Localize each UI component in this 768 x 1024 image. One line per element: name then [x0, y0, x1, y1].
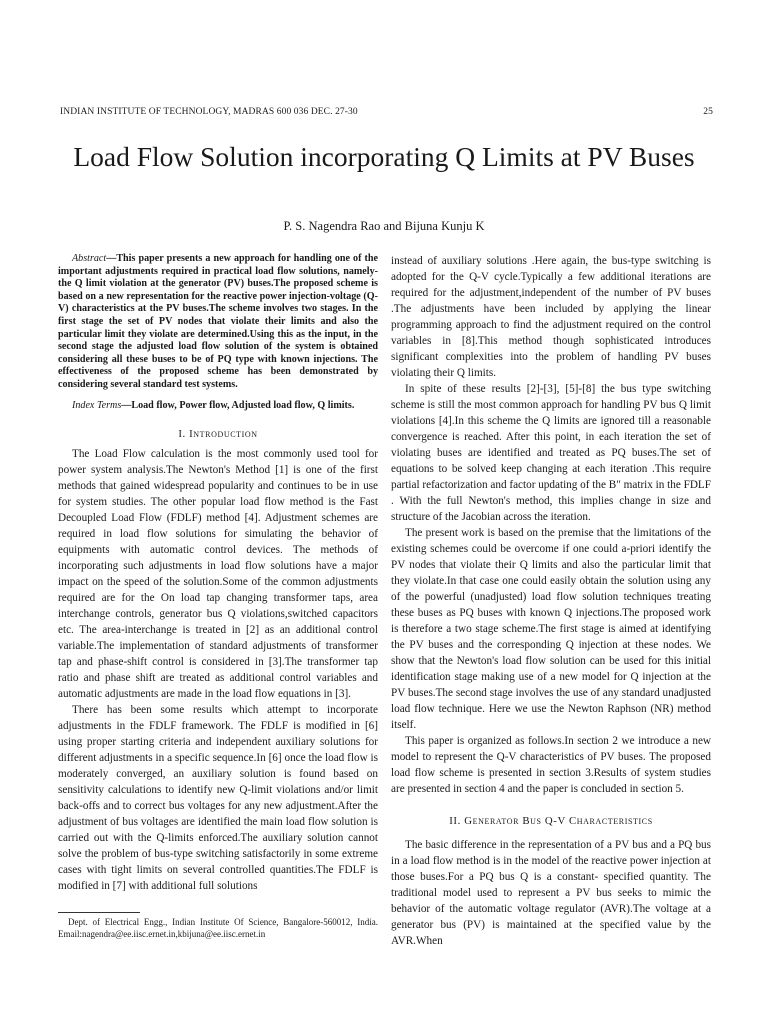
- index-terms: [58, 400, 378, 413]
- paragraph: There has been some results which attempt to incorporate adjustments in the FDLF framework. The FDLF is modified in [6] using proper starting criteria and independent auxiliary solutions for different adjustments in a specific sequence.In [6] once the load flow is moderately converged, an auxiliary solution is found based on sensitivity calculations to identify new Q-limit violations and/or limit back-offs and to correct bus voltages for any new adjustment.After the adjustment of bus voltages are identified the main load flow solution is carried out with the Q-limits enforced.The auxiliary solution cannot solve the problem of bus-type switching satisfactorily in some extreme cases with tight limits on several controlled quantities.The FDLF is modified in [7] with additional full solutions: [58, 704, 378, 893]
- index-terms-dash: —: [121, 399, 132, 411]
- index-terms-text: Load flow, Power flow, Adjusted load flow, Q limits.: [131, 399, 355, 411]
- abstract-label: Abstract: [72, 253, 107, 264]
- paper-title: Load Flow Solution incorporating Q Limits at PV Buses: [73, 141, 695, 172]
- section-heading-generator-bus: II. Generator Bus Q-V Characteristics: [449, 815, 653, 827]
- abstract-dash: —: [106, 253, 117, 264]
- abstract: [58, 253, 378, 392]
- page-number: 25: [703, 107, 713, 117]
- paper-authors: P. S. Nagendra Rao and Bijuna Kunju K: [283, 219, 485, 233]
- paragraph: The present work is based on the premise that the limitations of the existing schemes could be overcome if one could a-priori identify the PV nodes that violate their Q limits and also the particular limit that they violate.In that case one could easily obtain the solution using any of the powerful (unadjusted) load flow solution techniques treating these buses as PQ buses with known Q injections.The proposed work is therefore a two stage scheme.The first stage is aimed at identifying the PV buses and the corresponding Q injection at these nodes. We show that the Newton's load flow solution can be used for this initial identification stage making use of a new model for Q injection at the PV buses.The second stage involves the use of any standard unadjusted load flow technique. Here we use the Newton Raphson (NR) method itself.: [391, 527, 711, 731]
- paragraph: This paper is organized as follows.In section 2 we introduce a new model to represent the Q-V characteristics of PV buses. The proposed load flow scheme is presented in section 3.Results of system studies are presented in section 4 and the paper is concluded in section 5.: [391, 735, 711, 795]
- section-heading-introduction: I. Introduction: [178, 428, 258, 441]
- footnote-rule: [58, 912, 140, 913]
- right-column: [391, 253, 711, 949]
- running-head: INDIAN INSTITUTE OF TECHNOLOGY, MADRAS 600 036 DEC. 27-30: [60, 107, 358, 117]
- index-terms-label: Index Terms: [72, 399, 122, 411]
- running-header: [60, 105, 713, 119]
- abstract-text: This paper presents a new approach for handling one of the important adjustments required in practical load flow solutions, namely- the Q limit violation at the generator (PV) buses.The proposed scheme is based on a new representation for the reactive power injection-voltage (Q-V) characteristics at the PV buses.The scheme involves two stages. In the first stage the set of PV nodes that violate their limits and also the particular limit they violate are determined.Using this as the input, in the second stage the adjusted load flow solution of the system is obtained considering all these buses to be of PQ type with known injections. The effectiveness of the proposed scheme has been demonstrated by considering several standard test systems.: [58, 253, 378, 390]
- paragraph: instead of auxiliary solutions .Here again, the bus-type switching is adopted for the Q-V cycle.Typically a few additional iterations are required for the adjustment,independent of the number of PV buses .The adjustments have been included by applying the linear programming approach to find the adjustment required on the control variables in [8].This method though sophisticated introduces significant complexities into the problem of handling PV buses violating their Q limits.: [391, 255, 711, 379]
- paragraph: In spite of these results [2]-[3], [5]-[8] the bus type switching scheme is still the most common approach for handling PV bus Q limit violations [4].In this scheme the Q limits are ignored till a reasonable convergence is reached. After this point, in each iteration the set of violating buses are identified and treated as PQ buses.The set of equations to be solved keep changing at each iteration .This require partial refactorization and factor updating of the B″ matrix in the FDLF . With the full Newton's method, this implies change in size and structure of the Jacobian across the iteration.: [391, 383, 711, 523]
- left-column: [58, 253, 378, 894]
- footnote: Dept. of Electrical Engg., Indian Institute Of Science, Bangalore-560012, India. Email:nagendra@ee.iisc.ernet.in,kbijuna@ee.iisc.ernet.in: [58, 917, 378, 939]
- paragraph: The basic difference in the representation of a PV bus and a PQ bus in a load flow method is in the model of the reactive power injection at those buses.For a PQ bus Q is a constant- specified quantity. The traditional model used to represent a PV bus seeks to mimic the behavior of the automatic voltage regulator (AVR).The voltage at a generator bus (PV) is maintained at the specified value by the AVR.When: [391, 839, 711, 947]
- paragraph: The Load Flow calculation is the most commonly used tool for power system analysis.The Newton's Method [1] is one of the first methods that gained widespread popularity and continues to be in use for system studies. The other popular load flow method is the Fast Decoupled Load Flow (FDLF) method [4]. Adjustment schemes are required in load flow solutions for simulating the behavior of equipments with automatic control devices. The methods of incorporating such adjustments in load flow solutions have a major impact on the speed of the solution.Some of the common adjustments required are for the On load tap changing transformer taps, area interchange controls, generator bus Q violations,switched capacitors etc. The area-interchange is treated in [2] as an additional control variable.The implementation of standard adjustments of transformer tap and phase-shift control is considered in [3].The transformer tap ratio and phase shift are treated as additional control variables and automatic adjustments are made in the load flow equations in [3].: [58, 448, 378, 701]
